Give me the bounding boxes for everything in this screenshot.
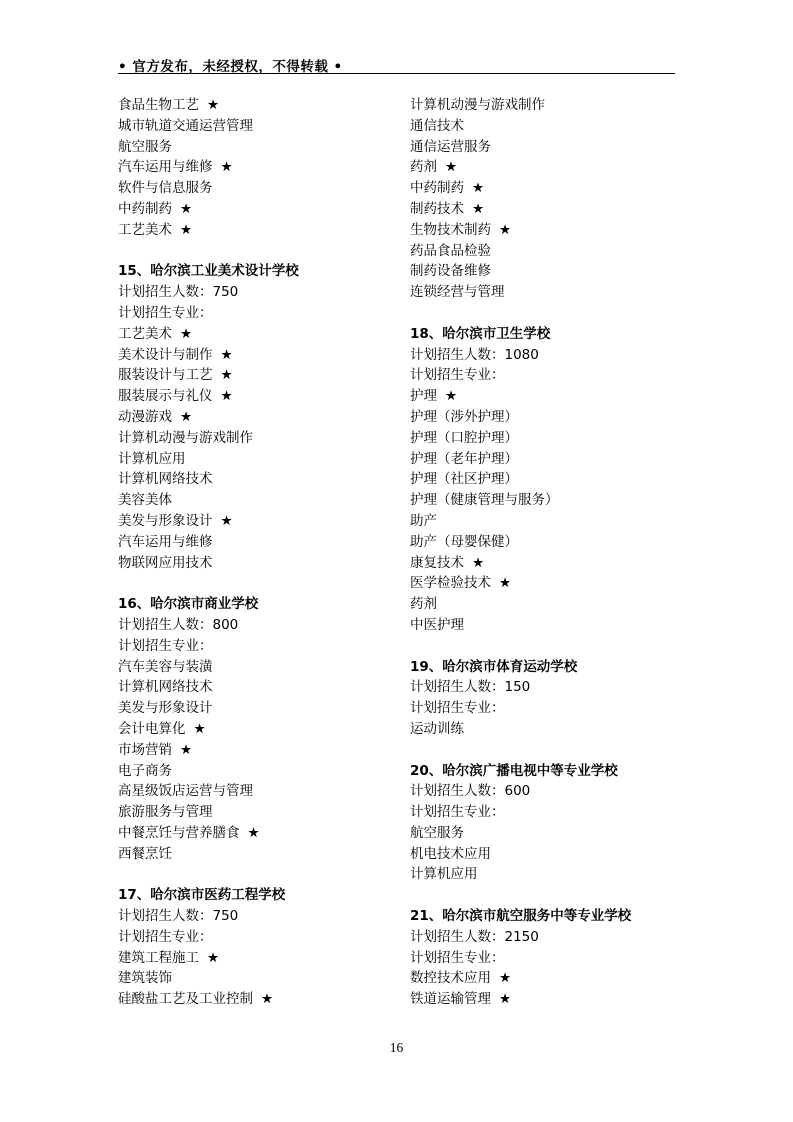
list-item	[118, 927, 388, 948]
list-item	[410, 95, 680, 116]
list-item	[410, 157, 680, 178]
school-heading	[118, 885, 388, 906]
key-program-star-icon: ★	[180, 741, 193, 758]
key-program-star-icon: ★	[193, 720, 206, 737]
list-item-text: 计划招生人数：750	[118, 284, 239, 301]
list-item	[410, 116, 680, 137]
list-item-text: 运动训练	[410, 720, 464, 737]
section-gap	[118, 864, 388, 885]
key-program-star-icon: ★	[180, 221, 193, 238]
list-item-text: 工艺美术	[118, 221, 172, 238]
list-item	[410, 677, 680, 698]
list-item	[118, 781, 388, 802]
school-name: 16、哈尔滨市商业学校	[118, 596, 259, 613]
list-item-text: 计算机网络技术	[118, 471, 213, 488]
left-column	[118, 95, 388, 1010]
list-item-text: 助产	[410, 512, 437, 529]
list-item	[410, 490, 680, 511]
list-item-text: 服装展示与礼仪	[118, 388, 213, 405]
list-item-text: 美容美体	[118, 492, 172, 509]
list-item-text: 中餐烹饪与营养膳食	[118, 824, 240, 841]
list-item	[118, 386, 388, 407]
list-item	[410, 178, 680, 199]
list-item	[118, 844, 388, 865]
list-item	[118, 761, 388, 782]
list-item-text: 计划招生人数：750	[118, 908, 239, 925]
list-item	[410, 199, 680, 220]
list-item-text: 建筑装饰	[118, 970, 172, 987]
key-program-star-icon: ★	[220, 346, 233, 363]
key-program-star-icon: ★	[472, 554, 485, 571]
list-item-text: 汽车运用与维修	[118, 533, 213, 550]
list-item-text: 药剂	[410, 159, 437, 176]
list-item	[410, 386, 680, 407]
list-item	[410, 469, 680, 490]
key-program-star-icon: ★	[499, 575, 512, 592]
list-item-text: 会计电算化	[118, 720, 186, 737]
list-item-text: 通信运营服务	[410, 138, 491, 155]
list-item-text: 机电技术应用	[410, 845, 491, 862]
list-item	[410, 532, 680, 553]
list-item-text: 生物技术制药	[410, 221, 491, 238]
list-item-text: 中医护理	[410, 616, 464, 633]
list-item	[118, 157, 388, 178]
list-item-text: 计划招生人数：600	[410, 783, 531, 800]
list-item-text: 高星级饭店运营与管理	[118, 783, 253, 800]
list-item	[118, 989, 388, 1010]
list-item	[118, 282, 388, 303]
list-item	[118, 657, 388, 678]
key-program-star-icon: ★	[220, 512, 233, 529]
right-column	[410, 95, 680, 1010]
school-heading	[410, 761, 680, 782]
list-item-text: 护理（健康管理与服务）	[410, 492, 559, 509]
key-program-star-icon: ★	[247, 824, 260, 841]
list-item-text: 计划招生专业：	[410, 367, 505, 384]
list-item	[118, 428, 388, 449]
list-item	[410, 968, 680, 989]
list-item-text: 西餐烹饪	[118, 845, 172, 862]
list-item-text: 美发与形象设计	[118, 512, 213, 529]
header-notice: • 官方发布，未经授权，不得转载 •	[118, 59, 343, 75]
list-item-text: 硅酸盐工艺及工业控制	[118, 991, 253, 1008]
list-item	[410, 823, 680, 844]
list-item-text: 计算机动漫与游戏制作	[118, 429, 253, 446]
key-program-star-icon: ★	[220, 367, 233, 384]
school-name: 15、哈尔滨工业美术设计学校	[118, 263, 299, 280]
list-item-text: 数控技术应用	[410, 970, 491, 987]
list-item	[410, 428, 680, 449]
school-heading	[118, 594, 388, 615]
list-item	[410, 365, 680, 386]
section-gap	[118, 573, 388, 594]
list-item-text: 计算机网络技术	[118, 679, 213, 696]
key-program-star-icon: ★	[472, 180, 485, 197]
list-item-text: 工艺美术	[118, 325, 172, 342]
list-item-text: 美发与形象设计	[118, 700, 213, 717]
list-item	[118, 906, 388, 927]
list-item	[410, 449, 680, 470]
key-program-star-icon: ★	[180, 408, 193, 425]
key-program-star-icon: ★	[499, 991, 512, 1008]
list-item	[118, 95, 388, 116]
list-item-text: 计划招生专业：	[410, 949, 505, 966]
list-item-text: 计算机应用	[410, 866, 478, 883]
list-item	[410, 345, 680, 366]
list-item	[410, 802, 680, 823]
list-item	[410, 948, 680, 969]
school-name: 20、哈尔滨广播电视中等专业学校	[410, 762, 618, 779]
list-item-text: 服装设计与工艺	[118, 367, 213, 384]
section-gap	[410, 303, 680, 324]
list-item-text: 市场营销	[118, 741, 172, 758]
key-program-star-icon: ★	[207, 97, 220, 113]
list-item	[118, 740, 388, 761]
key-program-star-icon: ★	[220, 159, 233, 176]
page-number: 16	[389, 1040, 404, 1055]
list-item	[118, 636, 388, 657]
list-item	[118, 407, 388, 428]
list-item	[410, 241, 680, 262]
list-item-text: 动漫游戏	[118, 408, 172, 425]
key-program-star-icon: ★	[445, 159, 458, 176]
key-program-star-icon: ★	[220, 388, 233, 405]
list-item	[410, 698, 680, 719]
list-item-text: 计算机应用	[118, 450, 186, 467]
list-item	[118, 365, 388, 386]
school-name: 19、哈尔滨市体育运动学校	[410, 658, 578, 675]
list-item	[410, 719, 680, 740]
list-item-text: 旅游服务与管理	[118, 804, 213, 821]
section-gap	[410, 636, 680, 657]
list-item-text: 软件与信息服务	[118, 180, 213, 197]
list-item-text: 航空服务	[410, 824, 464, 841]
list-item-text: 汽车运用与维修	[118, 159, 213, 176]
list-item-text: 护理（涉外护理）	[410, 408, 518, 425]
list-item	[118, 303, 388, 324]
school-name: 18、哈尔滨市卫生学校	[410, 325, 551, 342]
list-item-text: 助产（母婴保健）	[410, 533, 518, 550]
list-item-text: 城市轨道交通运营管理	[118, 117, 253, 134]
section-gap	[410, 740, 680, 761]
list-item-text: 物联网应用技术	[118, 554, 213, 571]
list-item	[410, 927, 680, 948]
list-item	[118, 532, 388, 553]
list-item-text: 计划招生人数：1080	[410, 346, 539, 363]
list-item	[118, 511, 388, 532]
key-program-star-icon: ★	[499, 970, 512, 987]
section-gap	[118, 241, 388, 262]
key-program-star-icon: ★	[445, 388, 458, 405]
list-item-text: 医学检验技术	[410, 575, 491, 592]
list-item	[118, 948, 388, 969]
list-item	[118, 677, 388, 698]
list-item	[410, 844, 680, 865]
list-item	[118, 449, 388, 470]
key-program-star-icon: ★	[499, 221, 512, 238]
list-item-text: 药品食品检验	[410, 242, 491, 259]
key-program-star-icon: ★	[180, 200, 193, 217]
list-item-text: 护理（老年护理）	[410, 450, 518, 467]
list-item-text: 中药制药	[410, 180, 464, 197]
list-item-text: 计算机动漫与游戏制作	[410, 97, 545, 113]
list-item-text: 制药设备维修	[410, 263, 491, 280]
list-item-text: 建筑工程施工	[118, 949, 199, 966]
list-item-text: 计划招生专业：	[410, 804, 505, 821]
list-item	[410, 261, 680, 282]
list-item	[118, 968, 388, 989]
list-item-text: 药剂	[410, 596, 437, 613]
list-item	[118, 345, 388, 366]
list-item-text: 护理（口腔护理）	[410, 429, 518, 446]
list-item-text: 计划招生专业：	[410, 700, 505, 717]
list-item-text: 计划招生专业：	[118, 928, 213, 945]
school-heading	[410, 906, 680, 927]
school-heading	[410, 657, 680, 678]
list-item	[118, 615, 388, 636]
school-name: 17、哈尔滨市医药工程学校	[118, 887, 286, 904]
key-program-star-icon: ★	[472, 200, 485, 217]
list-item	[118, 469, 388, 490]
list-item-text: 计划招生人数：150	[410, 679, 531, 696]
section-gap	[410, 885, 680, 906]
list-item-text: 计划招生专业：	[118, 637, 213, 654]
list-item	[410, 137, 680, 158]
list-item	[118, 719, 388, 740]
list-item	[410, 553, 680, 574]
list-item-text: 护理	[410, 388, 437, 405]
list-item-text: 航空服务	[118, 138, 172, 155]
list-item-text: 汽车美容与装潢	[118, 658, 213, 675]
list-item	[118, 199, 388, 220]
list-item	[118, 116, 388, 137]
school-name: 21、哈尔滨市航空服务中等专业学校	[410, 908, 632, 925]
list-item	[410, 615, 680, 636]
key-program-star-icon: ★	[180, 325, 193, 342]
list-item	[410, 573, 680, 594]
header-divider	[118, 73, 675, 74]
list-item-text: 连锁经营与管理	[410, 284, 505, 301]
list-item-text: 食品生物工艺	[118, 97, 199, 113]
list-item-text: 计划招生人数：800	[118, 616, 239, 633]
list-item	[118, 324, 388, 345]
list-item-text: 中药制药	[118, 200, 172, 217]
list-item	[118, 490, 388, 511]
list-item-text: 通信技术	[410, 117, 464, 134]
list-item	[410, 594, 680, 615]
list-item	[118, 178, 388, 199]
list-item	[410, 511, 680, 532]
list-item	[118, 137, 388, 158]
list-item-text: 康复技术	[410, 554, 464, 571]
list-item	[410, 220, 680, 241]
list-item-text: 电子商务	[118, 762, 172, 779]
list-item-text: 计划招生专业：	[118, 304, 213, 321]
school-heading	[410, 324, 680, 345]
list-item	[118, 220, 388, 241]
list-item	[118, 553, 388, 574]
list-item-text: 护理（社区护理）	[410, 471, 518, 488]
key-program-star-icon: ★	[261, 991, 274, 1008]
list-item	[118, 802, 388, 823]
list-item	[410, 407, 680, 428]
list-item-text: 计划招生人数：2150	[410, 928, 539, 945]
list-item	[410, 282, 680, 303]
list-item	[410, 989, 680, 1010]
list-item	[118, 698, 388, 719]
list-item	[410, 781, 680, 802]
list-item	[118, 823, 388, 844]
list-item-text: 制药技术	[410, 200, 464, 217]
list-item-text: 铁道运输管理	[410, 991, 491, 1008]
school-heading	[118, 261, 388, 282]
key-program-star-icon: ★	[207, 949, 220, 966]
list-item	[410, 864, 680, 885]
list-item-text: 美术设计与制作	[118, 346, 213, 363]
